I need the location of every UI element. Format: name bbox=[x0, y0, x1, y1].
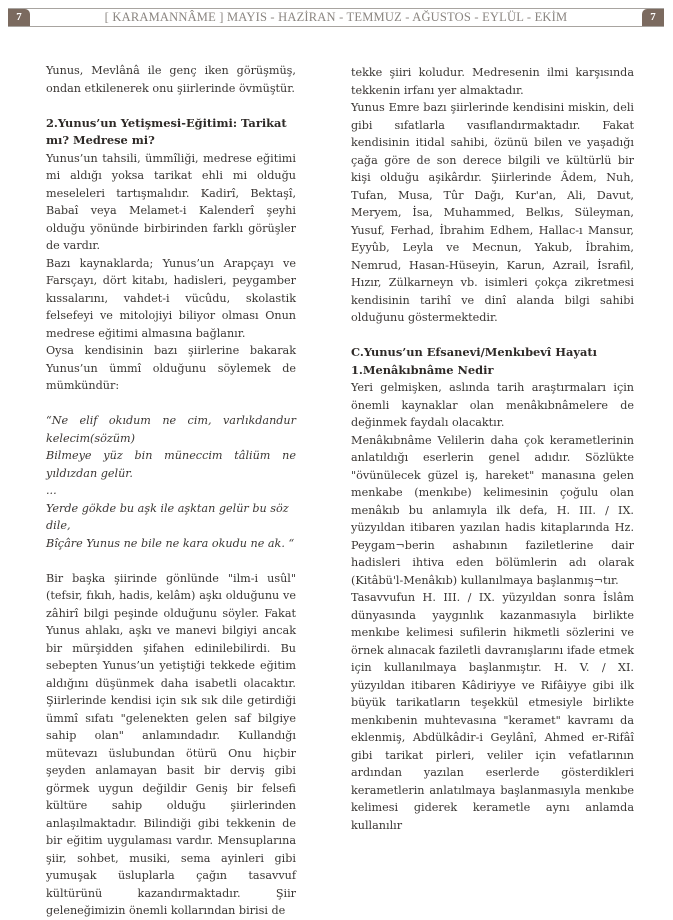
section-heading: 2.Yunus’un Yetişmesi-Eğitimi: Tarikat mı? Medrese mi? bbox=[46, 115, 287, 147]
page-number-right: 7 bbox=[642, 9, 664, 26]
paragraph: Bir başka şiirinde gönlünde "ilm-i usûl" (tefsir, fıkıh, hadis, kelâm) aşkı olduğunu ve zâhirî bilgi peşinde olduğunu söyler. Fakat Yunus ahlakı, aşkı ve manevi bilgiyi ancak bir mürşidden şifahen edinilebilirdi. Bu sebepten Yunus’un yetiştiği tekkede eğitim aldığını düşünmek daha isabetli olacaktır. Şiirlerinde kendisi için sık sık dile getirdiği ümmî sıfatı "gelenekten gelen saf bilgiye sahip olan" anlamındadır. Kullandığı mütevazı üslubundan ötürü Onu hiçbir şeyden anlamayan basit bir derviş gibi görmek uygun değildir Geniş bir felsefi kültüre sahip olduğu şiirlerinden anlaşılmaktadır. Bilindiği gibi tekkenin de bir eğitim uygulaması vardır. Mensuplarına şiir, sohbet, musiki, sema ayinleri gibi yumuşak üsluplarla çağın tasavvuf kültürünü kazandırmaktadır. Şiir geleneğimizin önemli kollarından birisi de bbox=[46, 571, 296, 917]
page-header bbox=[8, 8, 664, 27]
paragraph: Yunus’un tahsili, ümmîliği, medrese eğitimi mi aldığı yoksa tarikat ehli mi olduğu meseleleri tartışmalıdır. Kadirî, Bektaşî, Babaî veya Melamet-i Kalenderî şeyhi olduğu yönünde birbirinden farklı görüşler de vardır. bbox=[46, 151, 296, 252]
spacer bbox=[46, 97, 296, 115]
section-heading: C.Yunus’un Efsanevi/Menkıbevî Hayatı bbox=[351, 345, 597, 359]
page-number-left: 7 bbox=[8, 9, 30, 26]
subsection-heading: 1.Menâkıbnâme Nedir bbox=[351, 362, 494, 377]
verse-line: Bilmeye yüz bin müneccim tâliüm ne yıldızdan gelür. bbox=[46, 449, 296, 480]
paragraph: tekke şiiri koludur. Medresenin ilmi karşısında tekkenin irfanı yer almaktadır. bbox=[351, 66, 634, 97]
paragraph: Tasavvufun H. III. / IX. yüzyıldan sonra İslâm dünyasında yaygınlık kazanmasıyla birlikte menkıbe kelimesi sufilerin hikmetli sözlerini ve örnek alınacak faziletli davranışlarını ifade etmek için kullanılmaya başlanmıştır. H. V. / XI. yüzyıldan itibaren Kâdiriyye ve Rifâiyye gibi ilk büyük tarikatların teşekkül etmesiyle birlikte menkıbenin muhtevasına "keramet" kavramı da eklenmiş, Abdülkâdir-i Geylânî, Ahmed er-Rifâî gibi tarikat pirleri, veliler için vefatlarının ardından yazılan eserlerde gösterdikleri kerametlerin anlatılmaya başlanmasıyla menkıbe kelimesi giderek kerametle aynı anlamda kullanılır bbox=[351, 591, 634, 832]
paragraph: Bazı kaynaklarda; Yunus’un Arapçayı ve Farsçayı, dört kitabı, hadisleri, peygamber kıssalarını, vahdet-i vücûdu, skolastik felsefeyi ve mitolojiyi biliyor olması Onun medrese eğitimi almasına bağlanır. bbox=[46, 256, 296, 340]
verse-line: Yerde gökde bu aşk ile aşktan gelür bu söz dile, bbox=[46, 501, 289, 532]
paragraph: Menâkıbnâme Velilerin daha çok kerametlerinin anlatıldığı eserlerin genel adıdır. Sözlükte "övünülecek güzel iş, hareket" manasına gelen menkabe (menkıbe) kelimesinin çoğulu olan menâkıb bu anlamıyla ilk defa, H. III. / IX. yüzyıldan itibaren yazılan hadis kitaplarında Hz. Peygam¬berin ashabının faziletlerine dair hadisleri ihtiva eden bölümlerin adı olarak (Kitâbü'l-Menâkıb) kullanılmaya başlanmış¬tır. bbox=[351, 433, 634, 587]
verse-line: “Ne elif okıdum ne cim, varlıkdandur kelecim(sözüm) bbox=[46, 414, 296, 445]
paragraph: Yunus Emre bazı şiirlerinde kendisini miskin, deli gibi sıfatlarla vasıflandırmaktadır. Fakat kendisinin itidal sahibi, özünü bilen ve yaşadığı çağa göre de son derece bilgili ve kültürlü bir kişi olduğu aşikârdır. Şiirlerinde Âdem, Nuh, Tufan, Musa, Tûr Dağı, Kur'an, Ali, Davut, Meryem, İsa, Muhammed, Belkıs, Süleyman, Yusuf, Ferhad, İbrahim Edhem, Hallac-ı Mansur, Eyyûb, Leyla ve Mecnun, Yakub, İbrahim, Nemrud, Hasan-Hüseyin, Karun, Azrail, İsrafil, Hızır, Zülkarneyn vb. isimleri çokça zikretmesi kendisinin tarihî ve dinî alanda bilgi sahibi olduğunu göstermektedir. bbox=[351, 101, 634, 324]
verse-ellipsis: ... bbox=[46, 484, 57, 497]
spacer bbox=[46, 395, 296, 413]
spacer bbox=[351, 327, 634, 345]
verse-line: Bîçâre Yunus ne bile ne kara okudu ne ak. “ bbox=[46, 536, 295, 550]
running-title: [ KARAMANNÂME ] MAYIS - HAZİRAN - TEMMUZ - AĞUSTOS - EYLÜL - EKİM bbox=[104, 10, 568, 24]
left-column bbox=[46, 62, 296, 920]
paragraph: Oysa kendisinin bazı şiirlerine bakarak Yunus’un ümmî olduğunu söylemek de mümkündür: bbox=[46, 344, 296, 392]
paragraph: Yeri gelmişken, aslında tarih araştırmaları için önemli kaynaklar olan menâkıbnâmelere de değinmek faydalı olacaktır. bbox=[351, 381, 634, 429]
right-column bbox=[351, 64, 634, 834]
spacer bbox=[46, 552, 296, 570]
paragraph: Yunus, Mevlânâ ile genç iken görüşmüş, ondan etkilenerek onu şiirlerinde övmüştür. bbox=[46, 64, 296, 95]
